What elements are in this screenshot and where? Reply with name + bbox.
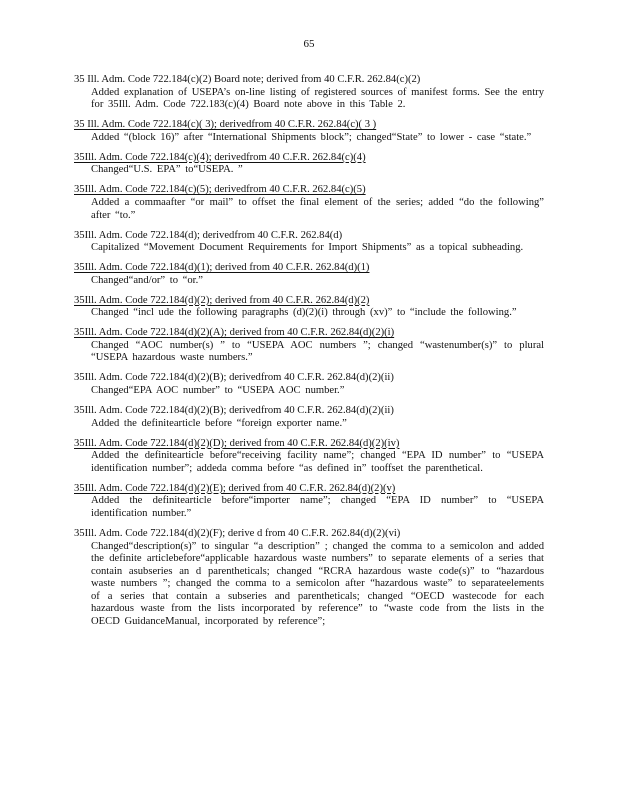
- entry-description: Changed“EPA AOC number” to “USEPA AOC number.”: [91, 385, 345, 396]
- entry-description: Changed“description(s)” to singular “a description” ; changed the comma to a semicolon and added the definite articlebefore“applicable hazardous waste numbers” to separate elements of a series that contain asubseries an d parentheticals; changed “RCRA hazardous waste code(s)” to “hazardous waste numbers ”; changed the comma to a semicolon after “hazardous waste” to separateelements of a series that contain a subseries and parentheticals; changed “OECD wastecode for each hazardous waste from the lists incorporated by reference” to “waste code from the lists in the OECD GuidanceManual, incorporated by reference”;: [91, 540, 544, 628]
- table-entry: [74, 372, 544, 397]
- table-entry: [74, 184, 544, 222]
- entry-description: Changed “AOC number(s) ” to “USEPA AOC numbers ”; changed “wastenumber(s)” to plural “USEPA hazardous waste numbers.”: [91, 339, 544, 364]
- table-entry: [74, 230, 544, 255]
- entry-description: Changed“U.S. EPA” to“USEPA. ”: [91, 164, 243, 176]
- table-entry: [74, 74, 544, 112]
- table-entry: [74, 528, 544, 629]
- entry-citation: 35Ill. Adm. Code 722.184(c)(5); derivedfrom 40 C.F.R. 262.84(c)(5): [74, 184, 366, 196]
- entry-description: Changed“and/or” to “or.”: [91, 274, 203, 286]
- table-entry: [74, 295, 544, 320]
- table-entry: [74, 438, 544, 476]
- entries-list: [74, 74, 544, 636]
- entry-citation: 35Ill. Adm. Code 722.184(d); derivedfrom 40 C.F.R. 262.84(d): [74, 229, 343, 241]
- entry-description: Added “(block 16)” after “International Shipments block”; changed“State” to lower - case “state.”: [91, 131, 532, 143]
- entry-citation: 35Ill. Adm. Code 722.184(d)(2)(F); derive d from 40 C.F.R. 262.84(d)(2)(vi): [74, 527, 401, 539]
- entry-description: Added a commaafter “or mail” to offset the final element of the series; added “do the following” after “to.”: [91, 196, 544, 221]
- entry-description: Added the definitearticle before“importer name”; changed “EPA ID number” to “USEPA identification number.”: [91, 495, 544, 519]
- entry-citation: 35Ill. Adm. Code 722.184(d)(1); derived from 40 C.F.R. 262.84(d)(1): [74, 262, 370, 274]
- table-entry: [74, 119, 544, 144]
- entry-citation: 35Ill. Adm. Code 722.184(d)(2)(A); derived from 40 C.F.R. 262.84(d)(2)(i): [74, 327, 395, 339]
- table-entry: [74, 152, 544, 177]
- entry-citation: 35Ill. Adm. Code 722.184(d)(2); derived from 40 C.F.R. 262.84(d)(2): [74, 294, 370, 306]
- entry-description: Added the definitearticle before “foreign exporter name.”: [91, 417, 347, 429]
- entry-description: Capitalized “Movement Document Requirements for Import Shipments” as a topical subheading.: [91, 242, 524, 254]
- page-number: 65: [303, 38, 315, 50]
- table-entry: [74, 483, 544, 521]
- entry-citation: 35Ill. Adm. Code 722.184(d)(2)(E); derived from 40 C.F.R. 262.84(d)(2)(v): [74, 482, 396, 494]
- table-entry: [74, 262, 544, 287]
- entry-citation: 35 Ill. Adm. Code 722.184(c)(2) Board note; derived from 40 C.F.R. 262.84(c)(2): [74, 74, 421, 85]
- entry-citation: 35Ill. Adm. Code 722.184(c)(4); derivedfrom 40 C.F.R. 262.84(c)(4): [74, 151, 366, 163]
- entry-description: Changed “incl ude the following paragraphs (d)(2)(i) through (xv)” to “include the following.”: [91, 307, 517, 319]
- entry-citation: 35Ill. Adm. Code 722.184(d)(2)(D); derived from 40 C.F.R. 262.84(d)(2)(iv): [74, 437, 400, 449]
- table-entry: [74, 327, 544, 365]
- entry-citation: 35Ill. Adm. Code 722.184(d)(2)(B); derivedfrom 40 C.F.R. 262.84(d)(2)(ii): [74, 372, 394, 384]
- entry-citation: 35 Ill. Adm. Code 722.184(c)( 3); derivedfrom 40 C.F.R. 262.84(c)( 3 ): [74, 119, 377, 131]
- table-entry: [74, 405, 544, 430]
- entry-description: Added explanation of USEPA’s on-line listing of registered sources of manifest forms. See the entry for 35Ill. Adm. Code 722.183(c)(4) Board note above in this Table 2.: [91, 86, 544, 111]
- entry-description: Added the definitearticle before“receiving facility name”; changed “EPA ID number” to “USEPA identification number”; addeda comma before “as defined in” tooffset the parenthetical.: [91, 450, 544, 474]
- entry-citation: 35Ill. Adm. Code 722.184(d)(2)(B); derivedfrom 40 C.F.R. 262.84(d)(2)(ii): [74, 404, 394, 416]
